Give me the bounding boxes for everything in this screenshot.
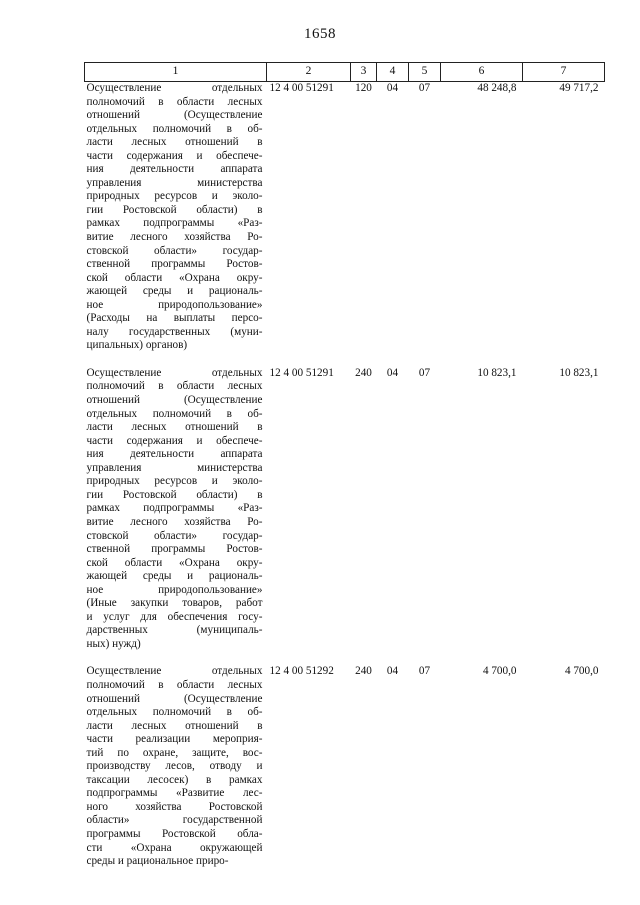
description-line: гии Ростовской области) в xyxy=(86,203,263,216)
amount-year-2: 10 823,1 xyxy=(559,366,599,379)
section-code: 04 xyxy=(386,665,399,678)
description-line: части реализации мероприя- xyxy=(86,733,263,746)
description-line: ласти лесных отношений в xyxy=(86,421,263,434)
description-line: управления министерства xyxy=(86,176,263,189)
description-line: отношений (Осуществление xyxy=(86,109,263,122)
amount-year-1: 4 700,0 xyxy=(482,665,517,678)
expense-type-code: 120 xyxy=(355,82,372,94)
description-line: отношений (Осуществление xyxy=(86,692,263,705)
table-header-row xyxy=(85,63,605,82)
description-line: природных ресурсов и эколо- xyxy=(86,190,263,203)
description-line: отношений (Осуществление xyxy=(86,394,263,407)
subsection-code: 07 xyxy=(418,82,431,94)
description-line: налу государственных (муни- xyxy=(86,325,263,338)
description-line: ской области «Охрана окру- xyxy=(86,271,263,284)
target-article-code: 12 4 00 51291 xyxy=(269,366,334,379)
amount-year-1: 48 248,8 xyxy=(477,82,517,94)
expense-type-code: 240 xyxy=(355,665,372,678)
description-line: витие лесного хозяйства Ро- xyxy=(86,231,263,244)
description-line: рамках подпрограммы «Раз- xyxy=(86,502,263,515)
description-line: управления министерства xyxy=(86,461,263,474)
description-line: отдельных полномочий в об- xyxy=(86,706,263,719)
description-line: таксации лесосек) в рамках xyxy=(86,773,263,786)
description-line: ния деятельности аппарата xyxy=(86,163,263,176)
budget-table xyxy=(84,62,605,869)
description-line: (Расходы на выплаты персо- xyxy=(86,312,263,325)
row-description xyxy=(85,82,267,353)
description-line: ния деятельности аппарата xyxy=(86,448,263,461)
table-body xyxy=(85,82,605,869)
description-line: производству лесов, отводу и xyxy=(86,760,263,773)
header-cell: 7 xyxy=(523,63,605,82)
description-line: дарственных (муниципаль- xyxy=(86,624,263,637)
description-line: полномочий в области лесных xyxy=(86,380,263,393)
table-row xyxy=(85,367,605,651)
description-line: части содержания и обеспече- xyxy=(86,149,263,162)
description-line: ласти лесных отношений в xyxy=(86,719,263,732)
description-line: витие лесного хозяйства Ро- xyxy=(86,515,263,528)
header-cell: 1 xyxy=(85,63,267,82)
description-line: области» государственной xyxy=(86,814,263,827)
description-line: ской области «Охрана окру- xyxy=(86,556,263,569)
description-line: части содержания и обеспече- xyxy=(86,434,263,447)
header-cell: 6 xyxy=(441,63,523,82)
description-line: (Иные закупки товаров, работ xyxy=(86,597,263,610)
description-line: ственной программы Ростов- xyxy=(86,258,263,271)
subsection-code: 07 xyxy=(418,665,431,678)
section-code: 04 xyxy=(386,82,399,94)
row-spacer xyxy=(85,651,605,665)
description-line: гии Ростовской области) в xyxy=(86,488,263,501)
header-cell: 2 xyxy=(267,63,351,82)
section-code: 04 xyxy=(386,366,399,379)
row-description xyxy=(85,665,267,868)
subsection-code: 07 xyxy=(418,366,431,379)
description-line: стовской области» государ- xyxy=(86,529,263,542)
header-cell: 5 xyxy=(409,63,441,82)
description-line: ного хозяйства Ростовской xyxy=(86,800,263,813)
description-line: полномочий в области лесных xyxy=(86,95,263,108)
description-line: ципальных) органов) xyxy=(86,339,188,352)
description-line: среды и рациональное приро- xyxy=(86,855,229,868)
description-line: жающей среды и рациональ- xyxy=(86,285,263,298)
description-line: стовской области» государ- xyxy=(86,244,263,257)
description-line: природных ресурсов и эколо- xyxy=(86,475,263,488)
description-line: отдельных полномочий в об- xyxy=(86,407,263,420)
target-article-code: 12 4 00 51292 xyxy=(269,665,334,678)
description-line: тий по охране, защите, вос- xyxy=(86,746,263,759)
description-line: Осуществление отдельных xyxy=(86,366,263,379)
description-line: отдельных полномочий в об- xyxy=(86,122,263,135)
target-article-code: 12 4 00 51291 xyxy=(269,82,334,94)
description-line: полномочий в области лесных xyxy=(86,678,263,691)
row-spacer-cell xyxy=(85,651,605,665)
description-line: ное природопользование» xyxy=(86,298,263,311)
amount-year-2: 4 700,0 xyxy=(564,665,599,678)
description-line: рамках подпрограммы «Раз- xyxy=(86,217,263,230)
expense-type-code: 240 xyxy=(355,366,372,379)
amount-year-1: 10 823,1 xyxy=(477,366,517,379)
description-line: сти «Охрана окружающей xyxy=(86,841,263,854)
table-row xyxy=(85,665,605,868)
row-spacer-cell xyxy=(85,353,605,367)
description-line: Осуществление отдельных xyxy=(86,82,263,94)
header-cell: 3 xyxy=(351,63,377,82)
description-line: подпрограммы «Развитие лес- xyxy=(86,787,263,800)
table-row xyxy=(85,82,605,353)
header-cell: 4 xyxy=(377,63,409,82)
description-line: ное природопользование» xyxy=(86,583,263,596)
description-line: Осуществление отдельных xyxy=(86,665,263,678)
description-line: и услуг для обеспечения госу- xyxy=(86,610,263,623)
amount-year-2: 49 717,2 xyxy=(559,82,599,94)
row-spacer xyxy=(85,353,605,367)
description-line: программы Ростовской обла- xyxy=(86,827,263,840)
page-number: 1658 xyxy=(304,26,336,42)
row-description xyxy=(85,367,267,651)
description-line: ных) нужд) xyxy=(86,637,141,650)
description-line: жающей среды и рациональ- xyxy=(86,570,263,583)
description-line: ласти лесных отношений в xyxy=(86,136,263,149)
description-line: ственной программы Ростов- xyxy=(86,543,263,556)
